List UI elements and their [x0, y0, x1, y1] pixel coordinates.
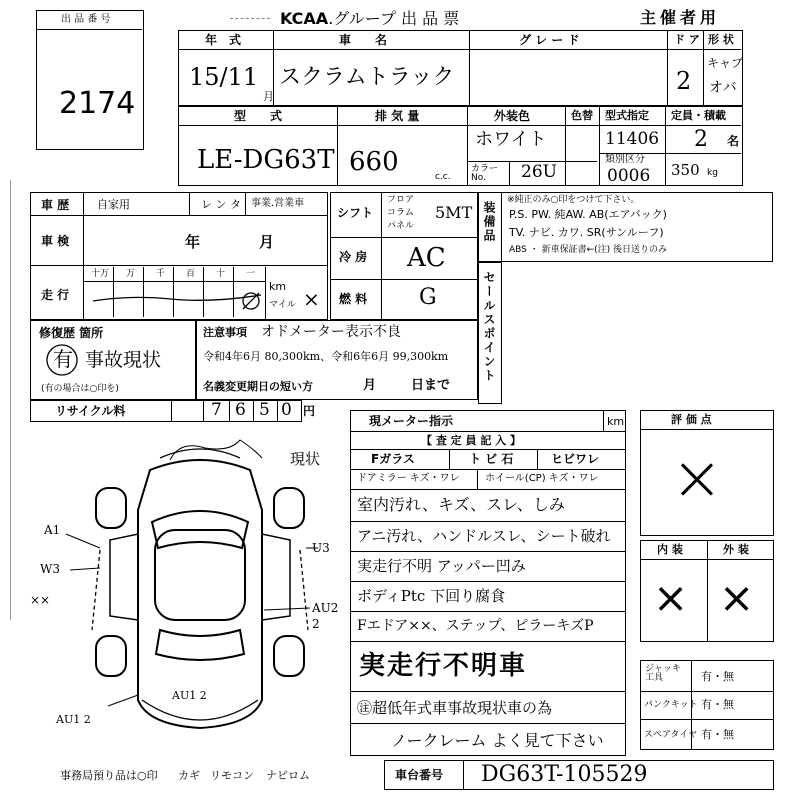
equipment-line-3: ABS ・ 新車保証書←(注) 後日送りのみ	[509, 245, 668, 255]
interior-value: ×	[653, 573, 689, 622]
notes-line-2: 令和4年6月 80,300km、令和6年6月 99,300km	[203, 350, 449, 363]
type-value: LE-DG63T	[197, 145, 335, 175]
meter-unit: km	[607, 415, 625, 428]
spare-tire-value: 有・無	[701, 728, 734, 741]
doors-label: ド ア	[674, 33, 700, 46]
equipment-line-2: TV. ナビ. カワ. SR(サンルーフ)	[509, 226, 664, 239]
inspector-comment-6: ㊟超低年式車事故現状車の為	[357, 699, 553, 717]
lot-number: 2174	[59, 86, 136, 121]
color-label: 外装色	[494, 109, 531, 123]
notes-line-1: オドメーター表示不良	[261, 324, 401, 340]
deadline-label: 名義変更期日の短い方	[203, 380, 313, 393]
recycle-digit-1: 7	[211, 400, 222, 420]
diagram-mark-a1: A1	[44, 523, 61, 537]
notes-block	[196, 320, 478, 400]
fuel-value: G	[419, 285, 437, 310]
lot-number-box	[36, 10, 144, 150]
diagram-mark-rear-1: AU1 2	[172, 689, 207, 702]
glass-label: Fガラス	[371, 452, 415, 466]
shift-option-floor: フロア	[387, 195, 415, 205]
footer-item-key: カギ	[178, 769, 200, 782]
model-name-value: スクラムトラック	[279, 65, 455, 90]
equipment-line-1: P.S. PW. 純AW. AB(エアバック)	[509, 208, 667, 221]
mileage-label: 走 行	[41, 288, 70, 302]
color-no-value: 26U	[521, 162, 557, 182]
sales-point-block	[478, 262, 502, 404]
ac-value: AC	[407, 243, 446, 273]
diagram-mark-w3: W3	[40, 562, 60, 576]
vehicle-row-2	[178, 106, 743, 186]
diagram-mark-u3: U3	[312, 541, 330, 555]
inspector-comment-7: ノークレーム よく見て下さい	[391, 731, 604, 750]
fuel-label: 燃 料	[339, 292, 368, 306]
history-label: 車 歴	[41, 198, 70, 212]
inspector-comment-2: アニ汚れ、ハンドルスレ、シート破れ	[357, 527, 611, 545]
diagram-mark-xx: ××	[30, 593, 51, 607]
load-unit: kg	[707, 168, 718, 178]
type-spec-label: 型式指定	[605, 109, 649, 122]
door-mirror-label: ドアミラー キズ・ワレ	[357, 473, 460, 484]
inspection-label: 車 検	[41, 234, 70, 248]
displacement-unit: c.c.	[435, 172, 451, 182]
chip-label: ト ビ 石	[469, 452, 514, 466]
year-value: 15/11	[189, 63, 259, 91]
color-change-label: 色替	[571, 109, 593, 122]
ac-label: 冷 房	[339, 250, 368, 264]
mileage-km-unit: km	[269, 280, 287, 293]
color-no-label: カラー No.	[471, 164, 499, 183]
capacity-unit: 名	[727, 134, 740, 148]
interior-exterior-block	[640, 540, 774, 642]
inspector-comment-1: 室内汚れ、キズ、スレ、しみ	[357, 495, 565, 514]
crack-label: ヒビワレ	[551, 452, 600, 466]
equipment-block	[478, 192, 773, 262]
repair-note: 事故現状	[85, 349, 162, 371]
evaluation-value: ×	[671, 441, 723, 514]
color-value: ホワイト	[475, 129, 547, 150]
equipment-label: 装備品	[482, 201, 496, 243]
recycle-unit: 円	[303, 404, 316, 418]
history-option-rental: レ ン タ	[201, 198, 241, 211]
mileage-mile-unit: マイル	[269, 300, 296, 310]
history-block	[30, 192, 328, 320]
displacement-label: 排 気 量	[375, 109, 420, 123]
chassis-label: 車台番号	[395, 768, 444, 782]
inspector-comment-3: 実走行不明 アッパー凹み	[357, 557, 526, 575]
recycle-digit-2: 6	[235, 400, 246, 420]
load-value: 350	[671, 161, 700, 179]
mileage-unit-100: 百	[186, 269, 196, 279]
repair-footnote: (有の場合は○印を)	[41, 384, 119, 394]
shift-option-panel: パネル	[387, 221, 415, 231]
deadline-month: 月	[363, 378, 377, 393]
diagram-mark-rear-2: AU1 2	[56, 713, 91, 726]
doors-value: 2	[676, 67, 692, 95]
jack-label: ジャッキ工具	[645, 664, 681, 683]
lot-number-label: 出 品 番 号	[61, 14, 111, 25]
class-value: 0006	[607, 166, 651, 186]
inspection-month: 月	[259, 233, 275, 251]
repair-label: 修復歴 箇所	[39, 326, 104, 340]
interior-label: 内 装	[657, 543, 683, 556]
chassis-value: DG63T-105529	[481, 762, 648, 787]
repair-value: 有	[53, 347, 73, 371]
evaluation-label: 評 価 点	[671, 413, 712, 426]
type-label: 型 式	[234, 109, 283, 123]
recycle-digit-3: 5	[259, 400, 270, 420]
deadline-day: 日まで	[411, 378, 451, 393]
chassis-block	[384, 760, 774, 790]
form-title	[280, 6, 459, 29]
evaluation-block	[640, 410, 774, 536]
organizer-copy-label: 主催者用	[640, 8, 721, 27]
equipment-note: ※純正のみ○印をつけて下さい。	[507, 195, 640, 205]
diagram-mark-front: 現状	[290, 450, 321, 468]
history-option-private: 自家用	[97, 198, 130, 211]
spec-block	[330, 192, 478, 320]
options-block	[640, 660, 774, 750]
mileage-unit-1: 一	[246, 269, 256, 279]
spare-tire-label: スペアタイヤ	[644, 730, 698, 740]
puncture-kit-label: パンクキット	[644, 700, 698, 710]
puncture-kit-value: 有・無	[701, 698, 734, 711]
office-label: 事務局預り品は○印	[60, 769, 158, 782]
inspector-block	[350, 410, 626, 756]
shift-value: 5MT	[435, 203, 473, 222]
capacity-value: 2	[694, 127, 708, 152]
mileage-unit-10k: 万	[126, 269, 136, 279]
repair-block	[30, 320, 196, 400]
history-option-commercial: 事業.営業車	[251, 198, 305, 209]
model-name-label: 車 名	[339, 33, 388, 47]
vehicle-row-1	[178, 30, 743, 106]
org-name: KCAA	[280, 9, 329, 28]
shift-label: シフト	[337, 206, 374, 220]
shape-label: 形 状	[708, 33, 734, 46]
inspector-comment-5: Fエドア××、ステップ、ピラーキズP	[357, 618, 594, 634]
capacity-label: 定員・積載	[671, 109, 726, 122]
shift-option-column: コラム	[387, 208, 414, 218]
recycle-block	[30, 400, 316, 422]
form-title-text: .グループ 出 品 票	[328, 9, 460, 28]
mileage-unit-1k: 千	[156, 269, 166, 279]
recycle-label: リサイクル料	[55, 404, 126, 418]
class-label: 類別区分	[605, 154, 645, 165]
shape-value-1: キャブ	[707, 56, 744, 70]
inspection-year: 年	[185, 233, 201, 251]
mileage-note: ×	[303, 287, 320, 311]
recycle-digit-4: 0	[281, 400, 292, 420]
exterior-label: 外 装	[723, 543, 749, 556]
mileage-unit-10: 十	[216, 269, 226, 279]
mileage-unit-100k: 十万	[91, 269, 110, 279]
notes-label: 注意事項	[203, 326, 247, 339]
shape-value-2: オバ	[709, 80, 737, 96]
diagram-mark-au2: AU2	[312, 601, 339, 615]
vehicle-damage-diagram	[30, 430, 350, 750]
type-spec-value: 11406	[605, 129, 660, 149]
unknown-mileage-stamp: 実走行不明車	[359, 651, 528, 681]
displacement-value: 660	[349, 147, 399, 177]
sales-point-label: セールスポイント	[482, 271, 496, 383]
diagram-mark-2: 2	[312, 617, 320, 631]
wheel-label: ホイール(CP) キズ・ワレ	[485, 473, 599, 484]
footer-item-remote: リモコン	[210, 769, 254, 782]
footer-item-navirom: ナビロム	[266, 769, 310, 782]
year-label: 年 式	[205, 33, 242, 47]
jack-value: 有・無	[701, 670, 734, 683]
exterior-value: ×	[719, 573, 755, 622]
mileage-scribble	[91, 285, 271, 315]
inspector-comment-4: ボディPtc 下回り腐食	[357, 587, 506, 605]
meter-label: 現メーター指示	[369, 414, 454, 428]
repair-circle	[45, 343, 79, 377]
inspector-title: 【 査 定 員 記 入 】	[421, 434, 521, 447]
grade-label: グ レ ー ド	[519, 33, 580, 47]
year-unit: 月	[263, 90, 274, 103]
